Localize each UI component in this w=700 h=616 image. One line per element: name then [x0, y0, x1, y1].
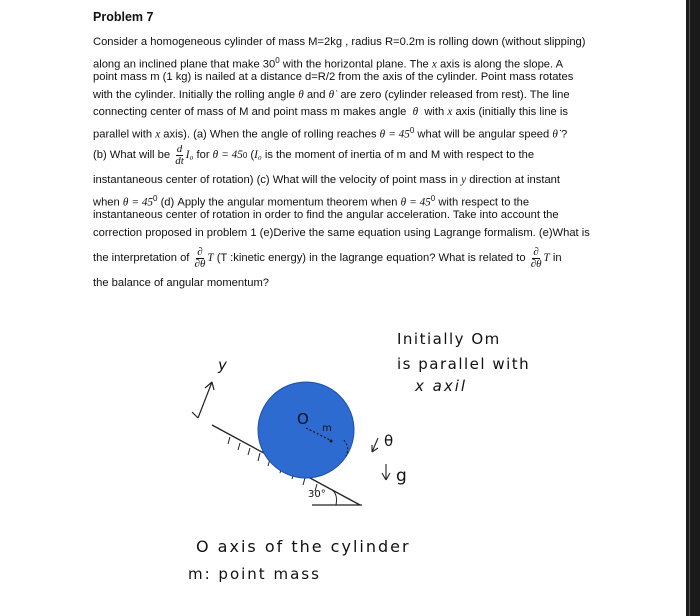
- statement-line-11: correction proposed in problem 1 (e)Derive the same equation using Lagrange formalism. (e)What is: [93, 226, 590, 239]
- legend-line-1: O axis of the cylinder: [196, 537, 411, 556]
- note-line-1: Initially Om: [397, 330, 501, 348]
- gravity-arrow: [382, 464, 390, 480]
- note-line-3: x axil: [415, 377, 468, 395]
- statement-line-6: parallel with x axis). (a) When the angle of rolling reaches $\theta = 45^0$ what will be angular speed θ̇ ?: [93, 125, 568, 141]
- statement-line-10: instantaneous center of rotation in order to find the angular acceleration. Take into account the: [93, 209, 559, 221]
- point-mass-dot: [330, 440, 333, 443]
- y-axis-label: y: [218, 356, 227, 374]
- statement-line-3: point mass m (1 kg) is nailed at a distance d=R/2 from the axis of the cylinder. Point mass rotates: [93, 71, 574, 83]
- problem-title: Problem 7: [93, 10, 154, 24]
- note-line-2: is parallel with: [397, 355, 531, 373]
- cylinder-disk: [258, 382, 354, 478]
- point-mass-label: m: [322, 423, 332, 434]
- statement-line-7: (b) What will be $\frac{d}{dt}$ I₀ for θ = 45 0 ( I₀ is the moment of inertia of m and M with respect to the: [93, 143, 535, 167]
- gravity-label: g: [396, 466, 407, 486]
- axis-center-label: O: [297, 410, 309, 428]
- partial-fraction-2: $\frac{\partial}{\partial\theta}$: [530, 246, 542, 270]
- statement-line-4: with the cylinder. Initially the rolling angle θ and θ̇ are zero (cylinder released from rest). The line: [93, 88, 570, 101]
- y-axis-tail: [192, 412, 198, 418]
- angle-label: 30°: [308, 489, 326, 500]
- theta-label: θ: [384, 432, 394, 450]
- theta-arrow: [372, 438, 378, 452]
- derivative-fraction: $\frac{d}{dt}$: [175, 143, 184, 167]
- statement-line-12: the interpretation of $\frac{\partial}{\partial\theta}$ T (T :kinetic energy) in the lagrange equation? What is related to $\frac{\partial}{\partial\theta}$ T in: [93, 246, 562, 270]
- statement-line-1: Consider a homogeneous cylinder of mass M=2kg , radius R=0.2m is rolling down (without slipping): [93, 36, 586, 48]
- partial-fraction-1: $\frac{\partial}{\partial\theta}$: [194, 246, 206, 270]
- legend-line-2: m: point mass: [188, 565, 321, 583]
- statement-line-2: along an inclined plane that make $30^0$ with the horizontal plane. The x axis is along the slope. A: [93, 55, 564, 71]
- statement-line-13: the balance of angular momentum?: [93, 277, 270, 289]
- y-axis-arrow: [198, 382, 214, 418]
- viewer-edge-bar: [686, 0, 700, 616]
- statement-line-9: when $\theta = 45^0$ (d) Apply the angular momentum theorem when $\theta = 45^0$ with respect to the: [93, 193, 530, 209]
- statement-line-5: connecting center of mass of M and point mass m makes angle θ with x axis (initially this line is: [93, 106, 568, 118]
- statement-line-8: instantaneous center of rotation) (c) What will the velocity of point mass in y direction at instant: [93, 174, 560, 186]
